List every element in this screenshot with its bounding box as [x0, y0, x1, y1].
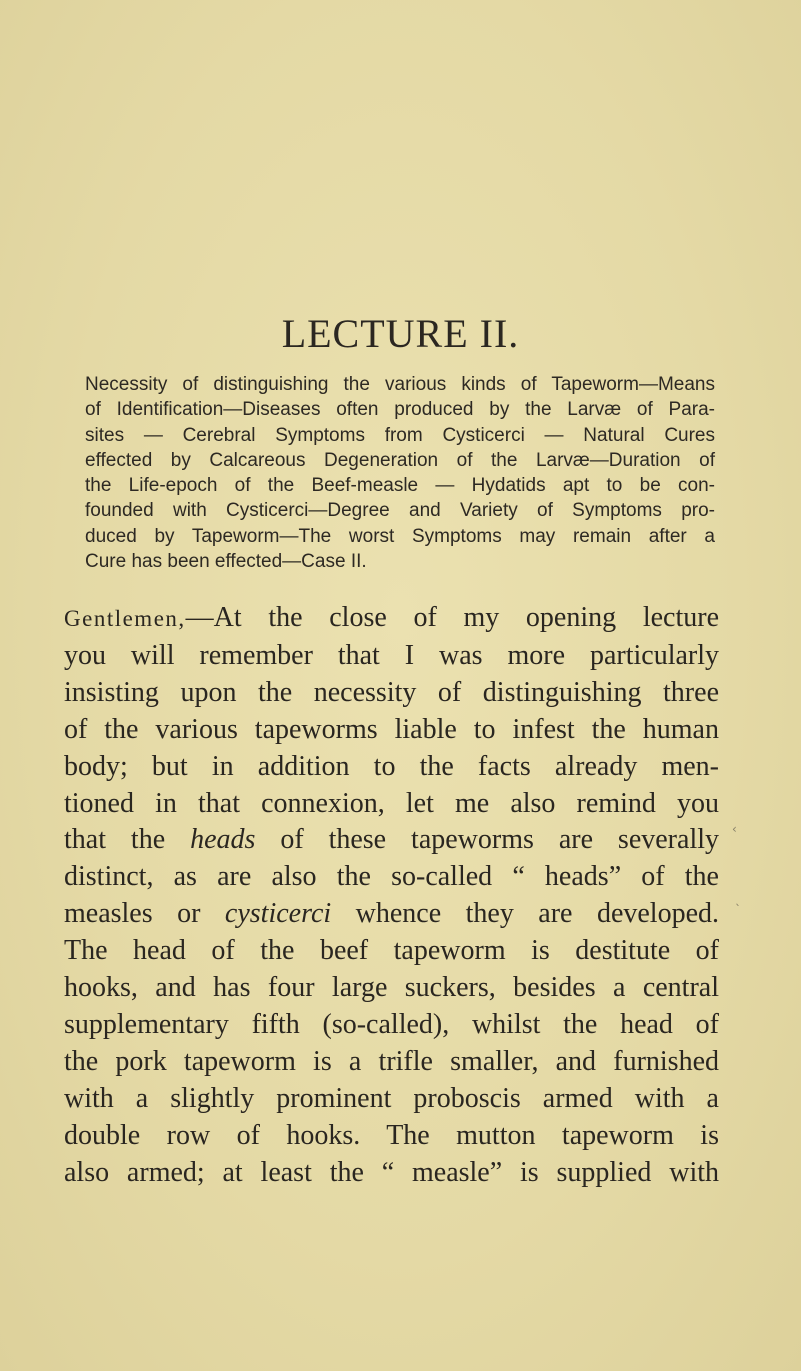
body-text — [64, 600, 719, 1192]
body-line: supplementary fifth (so-called), whilst the head of — [64, 1008, 719, 1040]
summary-line: Necessity of distinguishing the various kinds of Tapeworm—Means — [85, 374, 715, 395]
body-line: of the various tapeworms liable to infest the human — [64, 713, 719, 745]
body-line: double row of hooks. The mutton tapeworm is — [64, 1119, 719, 1151]
body-line: the pork tapeworm is a trifle smaller, and furnished — [64, 1045, 719, 1077]
lecture-title: LECTURE II. — [281, 311, 520, 356]
body-line-text: whence they are developed. — [331, 898, 720, 930]
body-line: you will remember that I was more particularly — [64, 639, 719, 671]
salutation: Gentlemen, — [64, 606, 186, 631]
body-line: The head of the beef tapeworm is destitute of — [64, 935, 719, 967]
summary-line: founded with Cysticerci—Degree and Variety of Symptoms pro- — [85, 500, 715, 522]
summary-line: the Life-epoch of the Beef-measle — Hydatids apt to be con- — [85, 475, 715, 497]
summary-line: of Identification—Diseases often produced by the Larvæ of Para- — [85, 399, 715, 421]
italic-term: heads — [190, 824, 256, 856]
chapter-summary — [85, 372, 715, 574]
body-line-text: of these tapeworms are severally — [255, 824, 719, 856]
italic-term: cysticerci — [224, 898, 332, 930]
body-line: with a slightly prominent proboscis armed with a — [64, 1082, 719, 1114]
summary-line: sites — Cerebral Symptoms from Cysticerci — Natural Cures — [85, 424, 715, 446]
body-line — [64, 600, 719, 638]
body-line: tioned in that connexion, let me also remind you — [64, 787, 719, 819]
margin-mark: ‹ — [732, 822, 737, 836]
body-line: distinct, as are also the so-called “ heads” of the — [64, 861, 719, 893]
body-line-text: —At the close of my opening lecture — [185, 602, 719, 633]
body-line — [64, 896, 719, 933]
body-line: insisting upon the necessity of distinguishing three — [64, 676, 719, 708]
body-line: also armed; at least the “ measle” is supplied with — [64, 1156, 719, 1188]
body-line — [64, 822, 719, 859]
margin-mark: ˎ — [735, 892, 741, 906]
body-line-text: measles or — [64, 898, 225, 930]
body-line: hooks, and has four large suckers, besides a central — [64, 972, 719, 1004]
summary-line: effected by Calcareous Degeneration of the Larvæ—Duration of — [85, 449, 715, 471]
summary-line: duced by Tapeworm—The worst Symptoms may remain after a — [85, 525, 715, 547]
summary-line: Cure has been effected—Case II. — [85, 551, 367, 573]
body-line: body; but in addition to the facts already men- — [64, 750, 719, 782]
body-line-text: that the — [64, 824, 191, 856]
